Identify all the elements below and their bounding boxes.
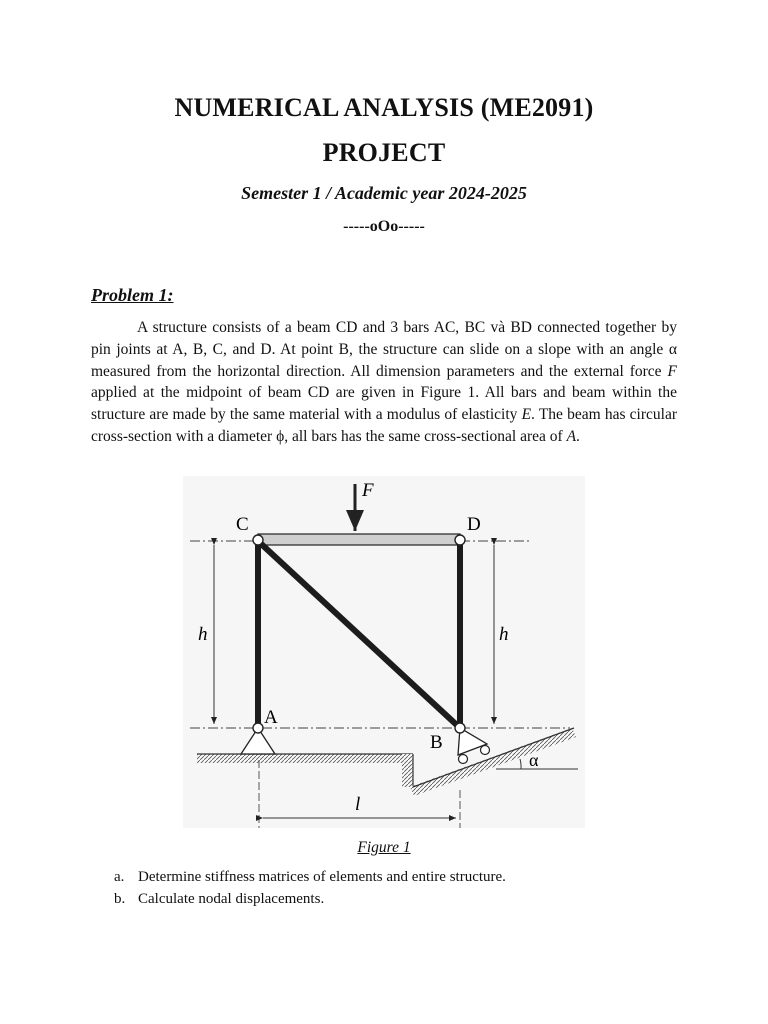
label-a: A: [264, 707, 278, 728]
label-l: l: [355, 794, 361, 815]
symbol-force: F: [667, 362, 677, 380]
problem-text-2: applied at the midpoint of beam CD are given in Figure 1. All bars and beam within the structure are made by the same material with a modulus of elasticity: [91, 384, 677, 424]
question-a: [114, 869, 506, 886]
label-d: D: [467, 514, 481, 535]
question-text: Determine stiffness matrices of elements and entire structure.: [138, 869, 506, 885]
semester-line: Semester 1 / Academic year 2024-2025: [241, 183, 527, 203]
question-text: Calculate nodal displacements.: [138, 891, 325, 907]
label-alpha: α: [529, 750, 539, 770]
label-h-right: h: [499, 624, 509, 645]
document-title: NUMERICAL ANALYSIS (ME2091): [174, 93, 594, 122]
question-label: b.: [114, 891, 126, 907]
symbol-area: A: [566, 427, 577, 445]
problem-text-1: A structure consists of a beam CD and 3 bars AC, BC và BD connected together by pin joints at A, B, C, and D. At point B, the structure can slide on a slope with an angle α measured from the horizontal direction. All dimension parameters and the external force: [91, 319, 677, 380]
symbol-modulus: E: [521, 406, 532, 424]
beam-cd: [258, 534, 460, 545]
separator: -----oOo-----: [343, 218, 425, 235]
problem-text-4: .: [576, 427, 580, 445]
structure-figure: [183, 476, 585, 833]
figure-caption: Figure 1: [357, 839, 411, 856]
label-c: C: [236, 514, 249, 535]
problem-statement: [91, 317, 677, 448]
question-label: a.: [114, 869, 125, 885]
label-h-left: h: [198, 624, 208, 645]
ground-hatch-left: [197, 754, 413, 763]
document-subtitle: PROJECT: [322, 138, 446, 167]
label-f: F: [362, 480, 374, 501]
label-b: B: [430, 732, 443, 753]
question-b: [114, 891, 324, 908]
problem-heading: Problem 1:: [91, 285, 174, 305]
problem-text-3: . The beam has circular cross-section with a diameter ϕ, all bars has the same cross-sectional area of: [91, 406, 677, 445]
